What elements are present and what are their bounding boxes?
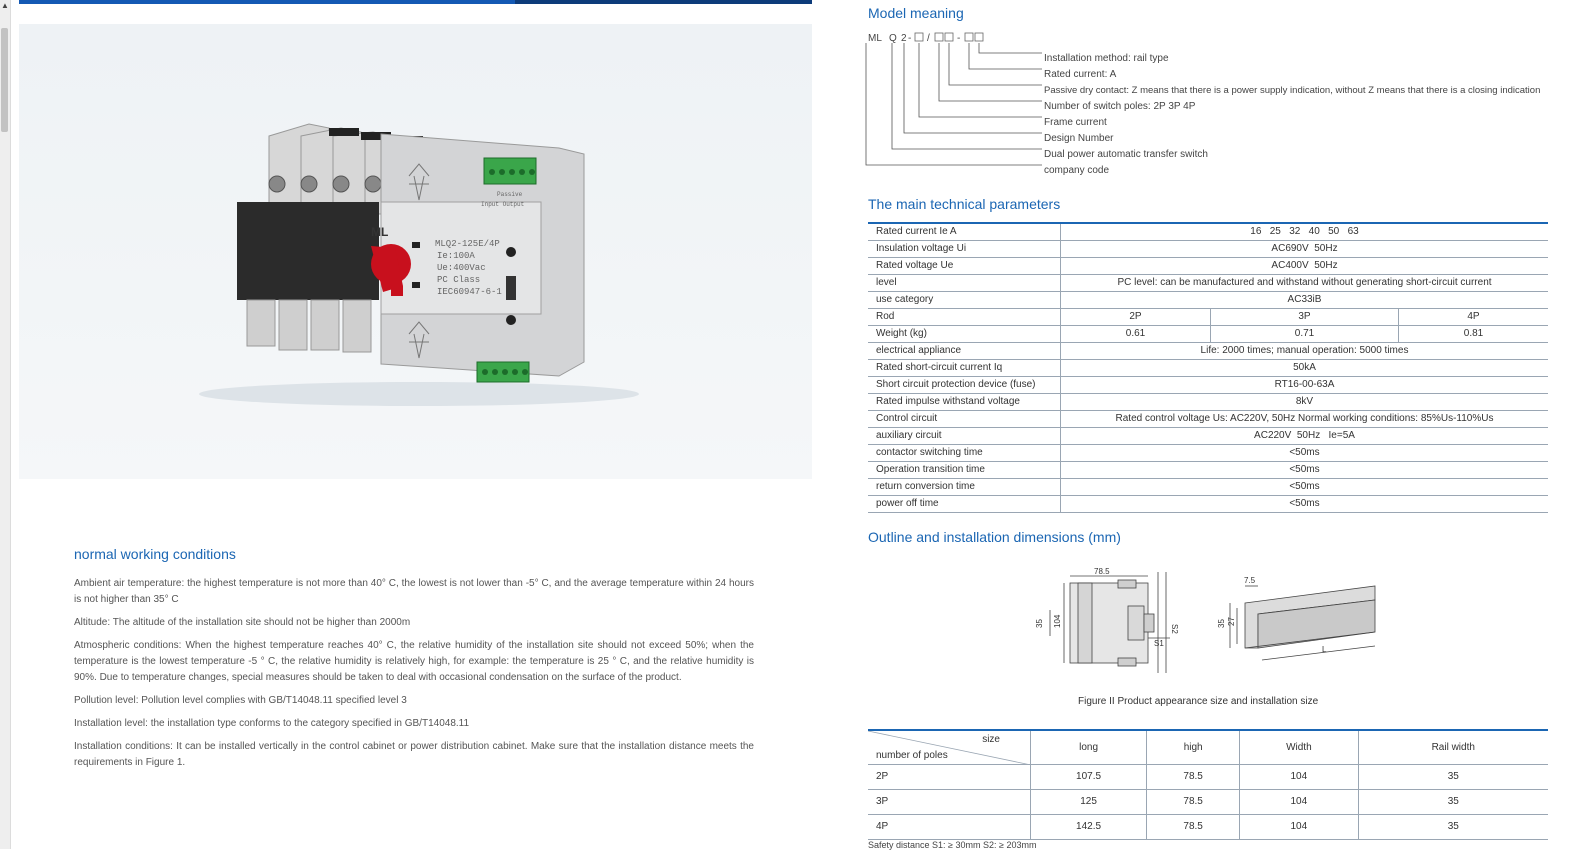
param-value: AC220V 50Hz Ie=5A: [1061, 428, 1549, 445]
dims-header: high: [1147, 730, 1240, 764]
device-label-current: Ie:100A: [437, 251, 475, 261]
param-label: Rated short-circuit current Iq: [868, 360, 1061, 377]
device-label-passive: Passive: [497, 191, 523, 198]
param-value: Life: 2000 times; manual operation: 5000 times: [1061, 343, 1549, 360]
table-row: [868, 789, 1548, 814]
condition-paragraph: Installation level: the installation type conforms to the category specified in GB/T14048.11: [74, 718, 470, 729]
model-desc: company code: [1044, 165, 1110, 176]
table-row: [868, 326, 1548, 343]
table-row: [868, 428, 1548, 445]
dims-header: long: [1031, 730, 1147, 764]
table-row: [868, 764, 1548, 789]
condition-paragraph: Atmospheric conditions: When the highest temperature reaches 40° C, the relative humidity of the installation site should not exceed 50%; when the temperature is the lowest temperature -5 ° C, the relative humidity is relatively high, for example: the temperature is 25 ° C, and the relative humidity is 90%. Due to temperature changes, special measures should be taken to deal with occasional condensation on the surface of the product.: [74, 640, 754, 683]
dims-cell: 142.5: [1031, 814, 1147, 839]
param-label: use category: [868, 292, 1061, 309]
condition-paragraph: Installation conditions: It can be installed vertically in the control cabinet or power distribution cabinet. Make sure that the installation distance meets the requirements in Figure 1.: [74, 741, 754, 768]
top-tab-bar: [19, 0, 812, 4]
dims-header: Width: [1240, 730, 1358, 764]
table-row: [868, 445, 1548, 462]
table-row: [868, 223, 1548, 241]
scroll-up-arrow-icon[interactable]: ▲: [1, 1, 9, 10]
model-desc: Rated current: A: [1044, 69, 1117, 80]
param-value: AC690V 50Hz: [1061, 241, 1549, 258]
param-label: electrical appliance: [868, 343, 1061, 360]
dims-poles: 3P: [868, 789, 1031, 814]
code-dash2: -: [957, 33, 961, 44]
front-cover: [237, 202, 379, 300]
param-value: 2P: [1061, 309, 1211, 326]
param-value: 0.71: [1211, 326, 1399, 343]
table-row: [868, 496, 1548, 513]
param-value: RT16-00-63A: [1061, 377, 1549, 394]
param-value: <50ms: [1061, 496, 1549, 513]
table-row: [868, 343, 1548, 360]
dims-cell: 78.5: [1147, 814, 1240, 839]
table-row: [868, 462, 1548, 479]
conditions-text: [74, 576, 754, 778]
param-label: Rated impulse withstand voltage: [868, 394, 1061, 411]
dims-cell: 35: [1358, 814, 1548, 839]
table-row: [868, 377, 1548, 394]
table-row: [868, 479, 1548, 496]
fig-label-27: 27: [1227, 617, 1236, 626]
param-value: <50ms: [1061, 462, 1549, 479]
safety-footnote: Safety distance S1: ≥ 30mm S2: ≥ 203mm: [868, 840, 1037, 850]
params-title: The main technical parameters: [868, 196, 1061, 212]
param-value: AC33iB: [1061, 292, 1549, 309]
corner-bottom-label: number of poles: [876, 749, 948, 761]
table-row: [868, 258, 1548, 275]
dims-cell: 78.5: [1147, 764, 1240, 789]
dims-cell: 35: [1358, 764, 1548, 789]
fig-label-104: 104: [1053, 614, 1062, 628]
param-label: Weight (kg): [868, 326, 1061, 343]
scrollbar-thumb[interactable]: [1, 28, 8, 132]
table-row: [868, 394, 1548, 411]
fig-label-35b: 35: [1217, 619, 1226, 628]
param-value: 3P: [1211, 309, 1399, 326]
dims-cell: 35: [1358, 789, 1548, 814]
dims-corner-cell: [868, 730, 1031, 764]
param-value: Rated control voltage Us: AC220V, 50Hz Normal working conditions: 85%Us-110%Us: [1061, 411, 1549, 428]
product-image: [19, 24, 812, 479]
dims-cell: 104: [1240, 814, 1358, 839]
param-label: Rated current Ie A: [868, 223, 1061, 241]
code-2: 2: [901, 33, 907, 44]
code-q: Q: [889, 33, 897, 44]
param-value: 0.81: [1399, 326, 1549, 343]
param-value: 8kV: [1061, 394, 1549, 411]
corner-top-label: size: [982, 734, 1000, 745]
dims-cell: 104: [1240, 764, 1358, 789]
fig-label-s2: S2: [1170, 624, 1179, 634]
model-desc: Dual power automatic transfer switch: [1044, 149, 1208, 160]
condition-paragraph: Ambient air temperature: the highest temperature is not more than 40° C, the lowest is not lower than -5° C, and the average temperature within 24 hours is not higher than 35° C: [74, 578, 754, 605]
param-value: 50kA: [1061, 360, 1549, 377]
table-row: [868, 241, 1548, 258]
param-value: PC level: can be manufactured and withstand without generating short-circuit current: [1061, 275, 1549, 292]
dims-cell: 107.5: [1031, 764, 1147, 789]
device-brand: ML: [371, 225, 389, 239]
device-label-standard: IEC60947-6-1: [437, 287, 502, 297]
param-value: 4P: [1399, 309, 1549, 326]
device-label-model: MLQ2-125E/4P: [435, 239, 500, 249]
table-row: [868, 814, 1548, 839]
fig-label-785: 78.5: [1094, 568, 1110, 576]
dims-poles: 4P: [868, 814, 1031, 839]
param-label: Rated voltage Ue: [868, 258, 1061, 275]
model-desc: Number of switch poles: 2P 3P 4P: [1044, 101, 1196, 112]
dims-cell: 104: [1240, 789, 1358, 814]
product-image-panel: [19, 24, 812, 479]
code-ml: ML: [868, 33, 882, 44]
param-value: <50ms: [1061, 445, 1549, 462]
table-row: [868, 411, 1548, 428]
param-label: Operation transition time: [868, 462, 1061, 479]
model-meaning-title: Model meaning: [868, 5, 964, 21]
vertical-scrollbar[interactable]: [0, 0, 11, 849]
fig-label-l: L: [1322, 645, 1327, 654]
outline-title: Outline and installation dimensions (mm): [868, 529, 1121, 545]
table-row: [868, 275, 1548, 292]
figure-caption: Figure II Product appearance size and installation size: [1078, 696, 1319, 707]
table-row: [868, 309, 1548, 326]
fig-label-75: 7.5: [1244, 576, 1256, 585]
fig-label-s1: S1: [1154, 639, 1164, 648]
dims-cell: 125: [1031, 789, 1147, 814]
param-label: power off time: [868, 496, 1061, 513]
dims-cell: 78.5: [1147, 789, 1240, 814]
table-row: [868, 292, 1548, 309]
fig-label-35: 35: [1035, 619, 1044, 628]
dims-poles: 2P: [868, 764, 1031, 789]
top-tab-bar-active: [19, 0, 515, 4]
param-value: <50ms: [1061, 479, 1549, 496]
code-slash: /: [927, 33, 930, 44]
model-meaning-diagram: [862, 28, 1578, 183]
device-label-voltage: Ue:400Vac: [437, 263, 486, 273]
param-label: contactor switching time: [868, 445, 1061, 462]
param-label: level: [868, 275, 1061, 292]
param-label: return conversion time: [868, 479, 1061, 496]
param-label: Rod: [868, 309, 1061, 326]
params-table: [868, 222, 1548, 513]
condition-paragraph: Altitude: The altitude of the installation site should not be higher than 2000m: [74, 617, 411, 628]
model-desc: Frame current: [1044, 117, 1107, 128]
conditions-title: normal working conditions: [74, 546, 236, 562]
outline-figure: [1030, 568, 1410, 683]
param-value: 0.61: [1061, 326, 1211, 343]
model-desc: Design Number: [1044, 133, 1114, 144]
table-row: [868, 360, 1548, 377]
device-label-io: Input Output: [481, 201, 525, 208]
param-label: Control circuit: [868, 411, 1061, 428]
dims-table: [868, 729, 1548, 840]
model-desc: Passive dry contact: Z means that there is a power supply indication, without Z means that there is a closing indication: [1044, 85, 1541, 96]
model-desc: Installation method: rail type: [1044, 53, 1169, 64]
condition-paragraph: Pollution level: Pollution level complies with GB/T14048.11 specified level 3: [74, 695, 407, 706]
param-label: Insulation voltage Ui: [868, 241, 1061, 258]
param-value: AC400V 50Hz: [1061, 258, 1549, 275]
param-value: 16 25 32 40 50 63: [1061, 223, 1549, 241]
code-dash1: -: [908, 33, 912, 44]
device-label-class: PC Class: [437, 275, 481, 285]
param-label: auxiliary circuit: [868, 428, 1061, 445]
dims-header: Rail width: [1358, 730, 1548, 764]
param-label: Short circuit protection device (fuse): [868, 377, 1061, 394]
